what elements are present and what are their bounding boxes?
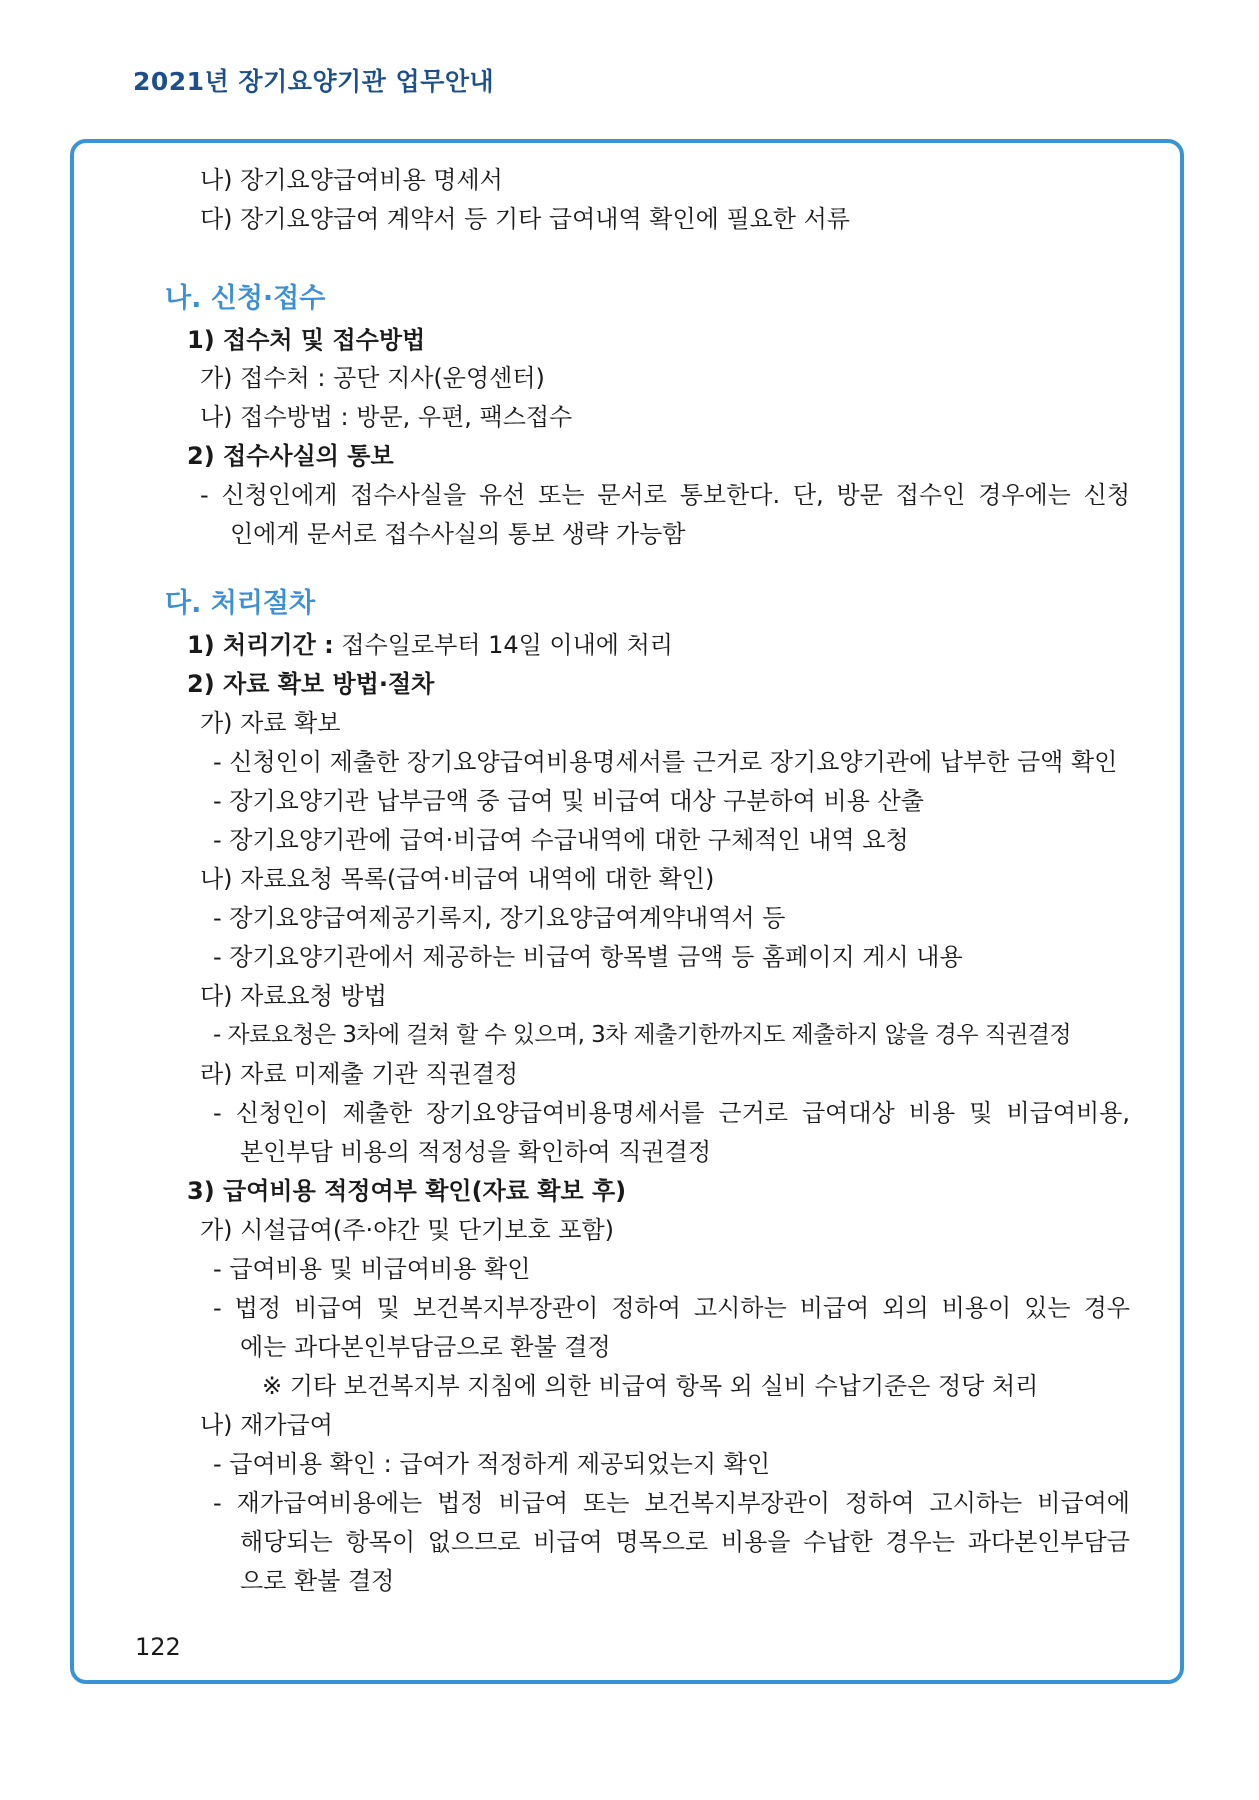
section-heading-application: 나. 신청·접수 — [165, 283, 326, 314]
list-item: 다) 장기요양급여 계약서 등 기타 급여내역 확인에 필요한 서류 — [200, 205, 850, 233]
list-item: - 장기요양기관 납부금액 중 급여 및 비급여 대상 구분하여 비용 산출 — [213, 787, 924, 815]
section-heading-procedure: 다. 처리절차 — [165, 588, 316, 619]
list-item: - 급여비용 및 비급여비용 확인 — [213, 1255, 531, 1283]
list-item: 나) 접수방법 : 방문, 우편, 팩스접수 — [200, 403, 573, 431]
list-item: 가) 시설급여(주·야간 및 단기보호 포함) — [200, 1216, 614, 1244]
list-item: - 자료요청은 3차에 걸쳐 할 수 있으며, 3차 제출기한까지도 제출하지 않을 경우 직권결정 — [213, 1022, 1072, 1048]
subsection-heading: 1) 접수처 및 접수방법 — [187, 326, 426, 354]
subsection-heading: 2) 접수사실의 통보 — [187, 442, 394, 470]
list-item: - 재가급여비용에는 법정 비급여 또는 보건복지부장관이 정하여 고시하는 비급여에 — [213, 1489, 1130, 1517]
list-item: - 신청인이 제출한 장기요양급여비용명세서를 근거로 급여대상 비용 및 비급여비용, — [213, 1099, 1130, 1127]
list-item-continuation: 인에게 문서로 접수사실의 통보 생략 가능함 — [230, 520, 686, 548]
list-item: 가) 자료 확보 — [200, 709, 341, 737]
list-item: - 급여비용 확인 : 급여가 적정하게 제공되었는지 확인 — [213, 1450, 771, 1478]
list-item: - 장기요양급여제공기록지, 장기요양급여계약내역서 등 — [213, 904, 786, 932]
note-item: ※ 기타 보건복지부 지침에 의한 비급여 항목 외 실비 수납기준은 정당 처리 — [262, 1372, 1039, 1400]
list-item: 나) 장기요양급여비용 명세서 — [200, 166, 503, 194]
processing-period-value: 접수일로부터 14일 이내에 처리 — [333, 631, 673, 659]
list-item: - 신청인에게 접수사실을 유선 또는 문서로 통보한다. 단, 방문 접수인 경우에는 신청 — [200, 481, 1130, 509]
list-item: 가) 접수처 : 공단 지사(운영센터) — [200, 364, 545, 392]
list-item-continuation: 으로 환불 결정 — [240, 1567, 395, 1595]
processing-period-label: 1) 처리기간 : — [187, 631, 334, 659]
subsection-heading: 3) 급여비용 적정여부 확인(자료 확보 후) — [187, 1177, 627, 1205]
list-item: 다) 자료요청 방법 — [200, 982, 387, 1010]
list-item: 라) 자료 미제출 기관 직권결정 — [200, 1060, 519, 1088]
list-item: 나) 재가급여 — [200, 1411, 333, 1439]
list-item-continuation: 본인부담 비용의 적정성을 확인하여 직권결정 — [240, 1138, 712, 1166]
list-item: - 장기요양기관에서 제공하는 비급여 항목별 금액 등 홈페이지 게시 내용 — [213, 943, 963, 971]
processing-period-line — [187, 630, 673, 660]
list-item: 나) 자료요청 목록(급여·비급여 내역에 대한 확인) — [200, 865, 715, 893]
list-item-continuation: 에는 과다본인부담금으로 환불 결정 — [240, 1333, 611, 1361]
subsection-heading: 2) 자료 확보 방법·절차 — [187, 670, 435, 698]
page-number: 122 — [135, 1633, 181, 1661]
list-item: - 장기요양기관에 급여·비급여 수급내역에 대한 구체적인 내역 요청 — [213, 826, 909, 854]
list-item: - 신청인이 제출한 장기요양급여비용명세서를 근거로 장기요양기관에 납부한 금액 확인 — [213, 748, 1118, 776]
list-item-continuation: 해당되는 항목이 없으므로 비급여 명목으로 비용을 수납한 경우는 과다본인부담금 — [240, 1528, 1130, 1556]
list-item: - 법정 비급여 및 보건복지부장관이 정하여 고시하는 비급여 외의 비용이 있는 경우 — [213, 1294, 1130, 1322]
running-header: 2021년 장기요양기관 업무안내 — [133, 67, 495, 96]
